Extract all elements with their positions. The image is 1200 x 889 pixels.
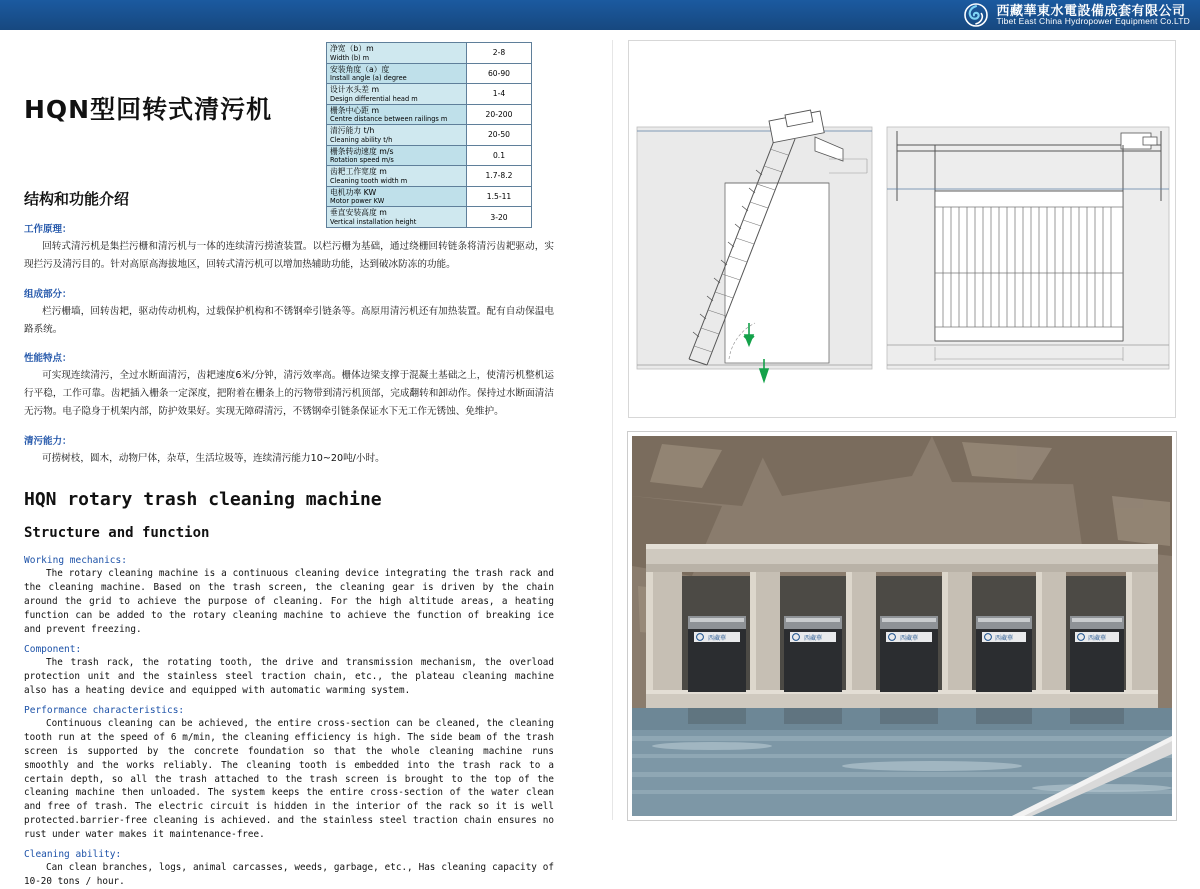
cn-label-cleaning-ability: 清污能力： <box>24 435 72 447</box>
table-row <box>327 145 532 166</box>
spec-value-cell: 2-8 <box>467 43 532 64</box>
spec-name-cell <box>327 186 467 207</box>
page-title-en: HQN rotary trash cleaning machine <box>24 489 382 511</box>
cn-text-working-mechanics-value: 回转式清污机是集拦污栅和清污机与一体的连续清污捞渣装置。以栏污栅为基础，通过绕栅回转链条将清污齿耙驱动，实现拦污及清污目的。针对高原高海拔地区，回转式清污机可以增加热辅助功能，达到破冰防冻的功能。 <box>24 241 554 271</box>
table-row <box>327 84 532 105</box>
spec-name-en: Width (b) m <box>330 53 370 62</box>
spec-name-cn: 电机功率 KW <box>330 187 377 197</box>
en-text-component <box>24 656 554 698</box>
en-block-cleaning-ability <box>24 849 554 889</box>
en-block-working-mechanics <box>24 555 554 637</box>
table-row <box>327 166 532 187</box>
en-label-component: Component: <box>24 643 82 655</box>
svg-text:西藏華: 西藏華 <box>707 635 727 642</box>
table-row <box>327 125 532 146</box>
spec-name-cell <box>327 43 467 64</box>
spec-name-en: Cleaning tooth width m <box>330 176 408 185</box>
en-text-cleaning-ability <box>24 861 554 889</box>
spec-name-cell <box>327 104 467 125</box>
spec-name-en: Rotation speed m/s <box>330 156 394 165</box>
specification-table-wrapper <box>326 42 531 228</box>
spec-name-cn: 设计水头差 m <box>330 85 380 95</box>
spec-value-cell: 20-50 <box>467 125 532 146</box>
spec-value-cell: 20-200 <box>467 104 532 125</box>
column-divider <box>612 40 613 820</box>
spec-name-cn: 栅条转动速度 m/s <box>330 146 394 156</box>
spec-name-cn: 安装角度（a）度 <box>330 64 390 74</box>
cn-label-performance: 性能特点： <box>24 353 72 365</box>
spec-value-cell: 0.1 <box>467 145 532 166</box>
svg-text:西藏華: 西藏華 <box>803 635 823 642</box>
spec-name-cell <box>327 145 467 166</box>
technical-drawing-panel <box>628 40 1176 418</box>
company-swirl-logo-icon <box>964 3 988 27</box>
en-text-performance <box>24 717 554 842</box>
spec-name-en: Vertical installation height <box>330 217 417 226</box>
cn-label-working-mechanics: 工作原理： <box>24 224 72 236</box>
spec-name-cn: 栅条中心距 m <box>330 105 380 115</box>
table-row <box>327 207 532 228</box>
spec-name-en: Design differential head m <box>330 94 418 103</box>
spec-name-en: Cleaning ability t/h <box>330 135 393 144</box>
spec-value-cell: 3-20 <box>467 207 532 228</box>
company-name-cn: 西藏華東水電設備成套有限公司 <box>996 2 1186 18</box>
spec-name-cell <box>327 84 467 105</box>
spec-name-en: Install angle (a) degree <box>330 74 407 83</box>
cn-text-component <box>24 303 554 338</box>
brand-header <box>0 0 1200 30</box>
en-text-performance-value: Continuous cleaning can be achieved, the entire cross-section can be cleaned, the cleaning tooth run at the speed of 6 m/min, the cleaning efficiency is high. The side beam of the trash screen is supported by the concrete foundation so that the whole cleaning machine runs smoothly and the works reliably. The cleaning tooth is embedded into the trash rack to a certain depth, so all the trash attached to the trash screen is brought to the top of the cleaning machine then unloaded. The system keeps the entire cross-section of the water clean and free of trash. The electric circuit is hidden in the interior of the rack so it is well protected.barrier-free cleaning is achieved. and the stainless steel traction chain ensures no rust under water makes it maintenance-free. <box>24 717 554 841</box>
svg-text:西藏華: 西藏華 <box>994 635 1014 642</box>
cn-text-working-mechanics <box>24 238 554 273</box>
cn-block-working-mechanics <box>24 221 554 273</box>
company-name-block <box>996 4 1190 27</box>
spec-name-cn: 齿耙工作宽度 m <box>330 167 387 177</box>
table-row <box>327 104 532 125</box>
cn-label-component: 组成部分： <box>24 288 72 300</box>
company-name-en: Tibet East China Hydropower Equipment Co.LTD <box>996 16 1190 27</box>
brand-block <box>964 3 1190 27</box>
cn-block-component <box>24 286 554 338</box>
section-heading-cn: 结构和功能介绍 <box>24 190 130 208</box>
en-text-working-mechanics <box>24 567 554 637</box>
spec-name-cn: 清污能力 t/h <box>330 126 375 136</box>
svg-text:西藏華: 西藏華 <box>1087 635 1107 642</box>
svg-text:西藏華: 西藏華 <box>899 635 919 642</box>
cn-text-cleaning-ability <box>24 450 554 468</box>
spec-name-cn: 垂直安装高度 m <box>330 208 387 218</box>
table-row <box>327 43 532 64</box>
table-row <box>327 63 532 84</box>
spec-name-en: Motor power KW <box>330 197 385 206</box>
cn-block-performance <box>24 350 554 420</box>
cn-text-performance-value: 可实现连续清污，全过水断面清污，齿耙速度6米/分钟，清污效率高。栅体边梁支撑于混凝土基础之上，使清污机整机运行平稳，工作可靠。齿耙插入栅条一定深度，把附着在栅条上的污物带到清污机顶部，完成翻转和卸动作。保持过水断面清洁无污物。电子隐身于机架内部，防护效果好。实现无障碍清污，不锈钢牵引链条保证水下无工作无锈蚀、免维护。 <box>24 370 554 417</box>
page-title-cn: HQN型回转式清污机 <box>24 95 273 124</box>
spec-value-cell: 1.7-8.2 <box>467 166 532 187</box>
spec-value-cell: 1.5-11 <box>467 186 532 207</box>
en-text-working-mechanics-value: The rotary cleaning machine is a continuous cleaning device integrating the trash rack and the cleaning machine. Based on the trash screen, the cleaning gear is driven by the chain around the grid to achieve the purpose of cleaning. For the high altitude areas, a heating function can be added to the rotary cleaning machine to achieve the function of breaking ice and prevent freezing. <box>24 568 554 635</box>
cn-block-cleaning-ability <box>24 433 554 468</box>
spec-name-cn: 净宽（b）m <box>330 44 374 53</box>
spec-name-cell <box>327 63 467 84</box>
spec-name-en: Centre distance between railings m <box>330 115 448 124</box>
en-label-performance: Performance characteristics: <box>24 704 185 716</box>
installation-photo-panel <box>628 432 1176 820</box>
page-subtitle-en: Structure and function <box>24 525 210 542</box>
cn-text-cleaning-ability-value: 可捞树枝，圆木，动物尸体，杂草，生活垃圾等，连续清污能力10~20吨/小时。 <box>42 452 385 464</box>
spec-name-cell <box>327 125 467 146</box>
en-block-performance <box>24 705 554 842</box>
table-row <box>327 186 532 207</box>
spec-name-cell <box>327 207 467 228</box>
en-block-component <box>24 644 554 698</box>
en-text-component-value: The trash rack, the rotating tooth, the drive and transmission mechanism, the overload protection unit and the stainless steel traction chain, etc., the plateau cleaning machine also has a heating device and equipped with automatic warming system. <box>24 656 554 696</box>
en-label-cleaning-ability: Cleaning ability: <box>24 849 122 861</box>
spec-value-cell: 1-4 <box>467 84 532 105</box>
spec-value-cell: 60-90 <box>467 63 532 84</box>
en-text-cleaning-ability-value: Can clean branches, logs, animal carcasses, weeds, garbage, etc., Has cleaning capacity of 10-20 tons / hour. <box>24 862 554 888</box>
specification-table <box>326 42 532 228</box>
cn-text-component-value: 栏污栅墙，回转齿耙，驱动传动机构，过载保护机构和不锈钢牵引链条等。高原用清污机还有加热装置。配有自动保温电路系统。 <box>24 305 554 335</box>
cn-text-performance <box>24 367 554 420</box>
en-label-working-mechanics: Working mechanics: <box>24 555 127 567</box>
spec-name-cell <box>327 166 467 187</box>
